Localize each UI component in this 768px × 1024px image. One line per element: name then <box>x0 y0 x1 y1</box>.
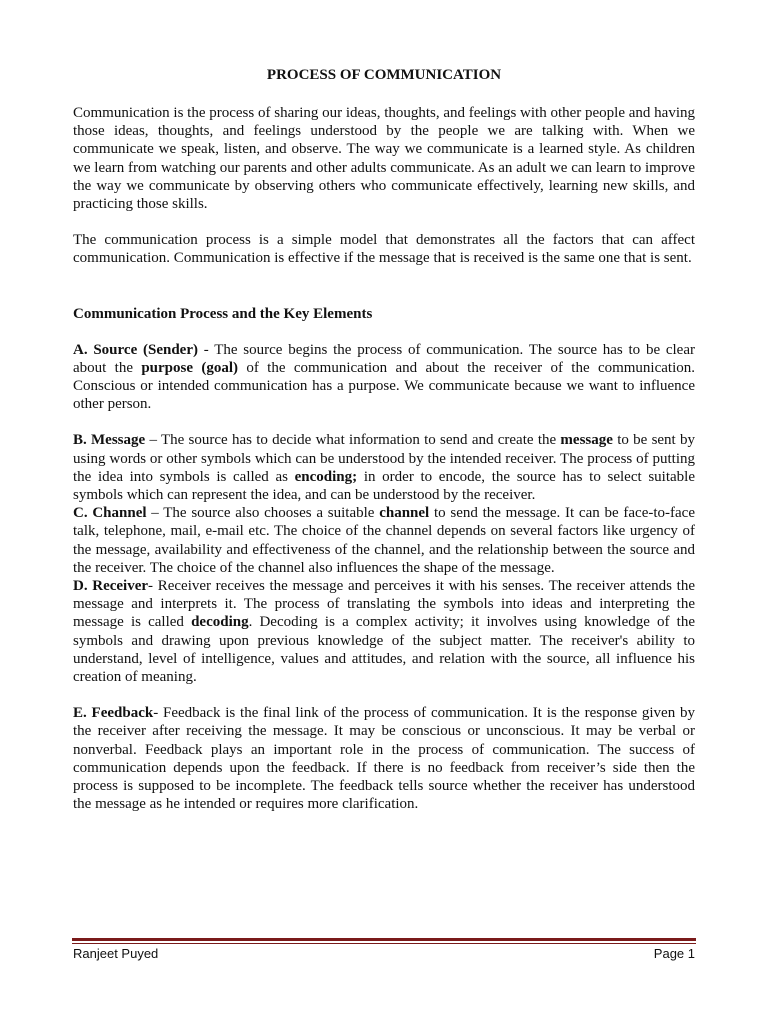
element-message-label: B. Message <box>73 432 146 449</box>
element-receiver-bold-1: decoding <box>191 614 249 631</box>
element-message-bold-2: encoding; <box>294 468 358 485</box>
element-message-text-3: in order to encode, the source has to select suitable symbols which can represent the idea, and can be understood by the receiver. <box>73 468 695 504</box>
intro-paragraph-1: Communication is the process of sharing our ideas, thoughts, and feelings with other people and having those ideas, thoughts, and feelings understood by the people we are talking with. When we communicate we speak, listen, and observe. The way we communicate is a learned style. As children we learn from watching our parents and other adults communicate. As an adult we can learn to improve the way we communicate by observing others who communicate effectively, learning new skills, and practicing those skills. <box>73 105 695 213</box>
element-feedback-paragraph <box>73 704 695 813</box>
element-receiver-label: D. Receiver <box>73 578 149 595</box>
page-footer <box>73 946 695 962</box>
spacer <box>73 295 695 305</box>
page-title: PROCESS OF COMMUNICATION <box>266 67 502 83</box>
element-source-text-1: - The source begins the process of communication. The source has to be clear about the <box>73 341 695 376</box>
footer-rule-thick <box>72 938 696 941</box>
spacer <box>73 213 695 231</box>
element-channel-label: C. Channel <box>73 505 147 522</box>
document-page <box>73 66 695 814</box>
element-source-label: A. Source (Sender) <box>73 341 198 358</box>
element-receiver-paragraph <box>73 577 695 686</box>
element-source-text-2: of the communication and about the receiver of the communication. Conscious or intended communication has a purpose. We communicate because we want to influence other person. <box>73 359 696 413</box>
element-message-paragraph <box>73 431 695 504</box>
element-receiver-text-1: - Receiver receives the message and perceives it with his senses. The receiver attends the message and interprets it. The process of translating the symbols into ideas and interpreting the message is called <box>73 578 695 631</box>
element-receiver-text-2: . Decoding is a complex activity; it involves using knowledge of the symbols and drawing upon previous knowledge of the subject matter. The receiver's ability to understand, level of intelligence, values and attitudes, and relation with the source, all influence his creation of meaning. <box>73 614 695 686</box>
section-heading: Communication Process and the Key Elements <box>73 305 373 322</box>
element-channel-bold-1: channel <box>379 505 430 522</box>
element-channel-paragraph <box>73 504 695 577</box>
footer-rule-thin <box>72 943 696 944</box>
spacer <box>73 268 695 295</box>
footer-rule <box>72 938 696 944</box>
intro-paragraph-2: The communication process is a simple model that demonstrates all the factors that can affect communication. Communication is effective if the message that is received is the same one that is sent. <box>73 232 695 267</box>
footer-author: Ranjeet Puyed <box>73 946 159 961</box>
element-source-paragraph <box>73 341 695 414</box>
element-feedback-label: E. Feedback <box>73 705 154 722</box>
element-message-text-2: to be sent by using words or other symbols which can be understood by the intended receiver. The process of putting the idea into symbols is called as <box>73 432 695 485</box>
element-message-bold-1: message <box>560 432 613 449</box>
element-source-bold-1: purpose (goal) <box>141 359 239 376</box>
element-channel-text-1: – The source also chooses a suitable <box>146 505 380 522</box>
spacer <box>73 413 695 431</box>
footer-page-number: Page 1 <box>653 946 695 961</box>
element-feedback-text-1: - Feedback is the final link of the process of communication. It is the response given by the receiver after receiving the message. It may be conscious or unconscious. It may be verbal or nonverbal. Feedback plays an important role in the process of communication. The success of communication depends upon the feedback. If there is no feedback from receiver’s side then the process is supposed to be incomplete. The feedback tells source whether the receiver has understood the message as he intended or requires more clarification. <box>73 705 695 813</box>
element-channel-text-2: to send the message. It can be face-to-face talk, telephone, mail, e-mail etc. The choice of the channel depends on several factors like urgency of the message, availability and effectiveness of the channel, and the relationship between the source and the receiver. The choice of the channel also influences the shape of the message. <box>73 505 695 576</box>
element-message-text-1: – The source has to decide what information to send and create the <box>145 432 561 449</box>
spacer <box>73 686 695 704</box>
spacer <box>73 323 695 341</box>
